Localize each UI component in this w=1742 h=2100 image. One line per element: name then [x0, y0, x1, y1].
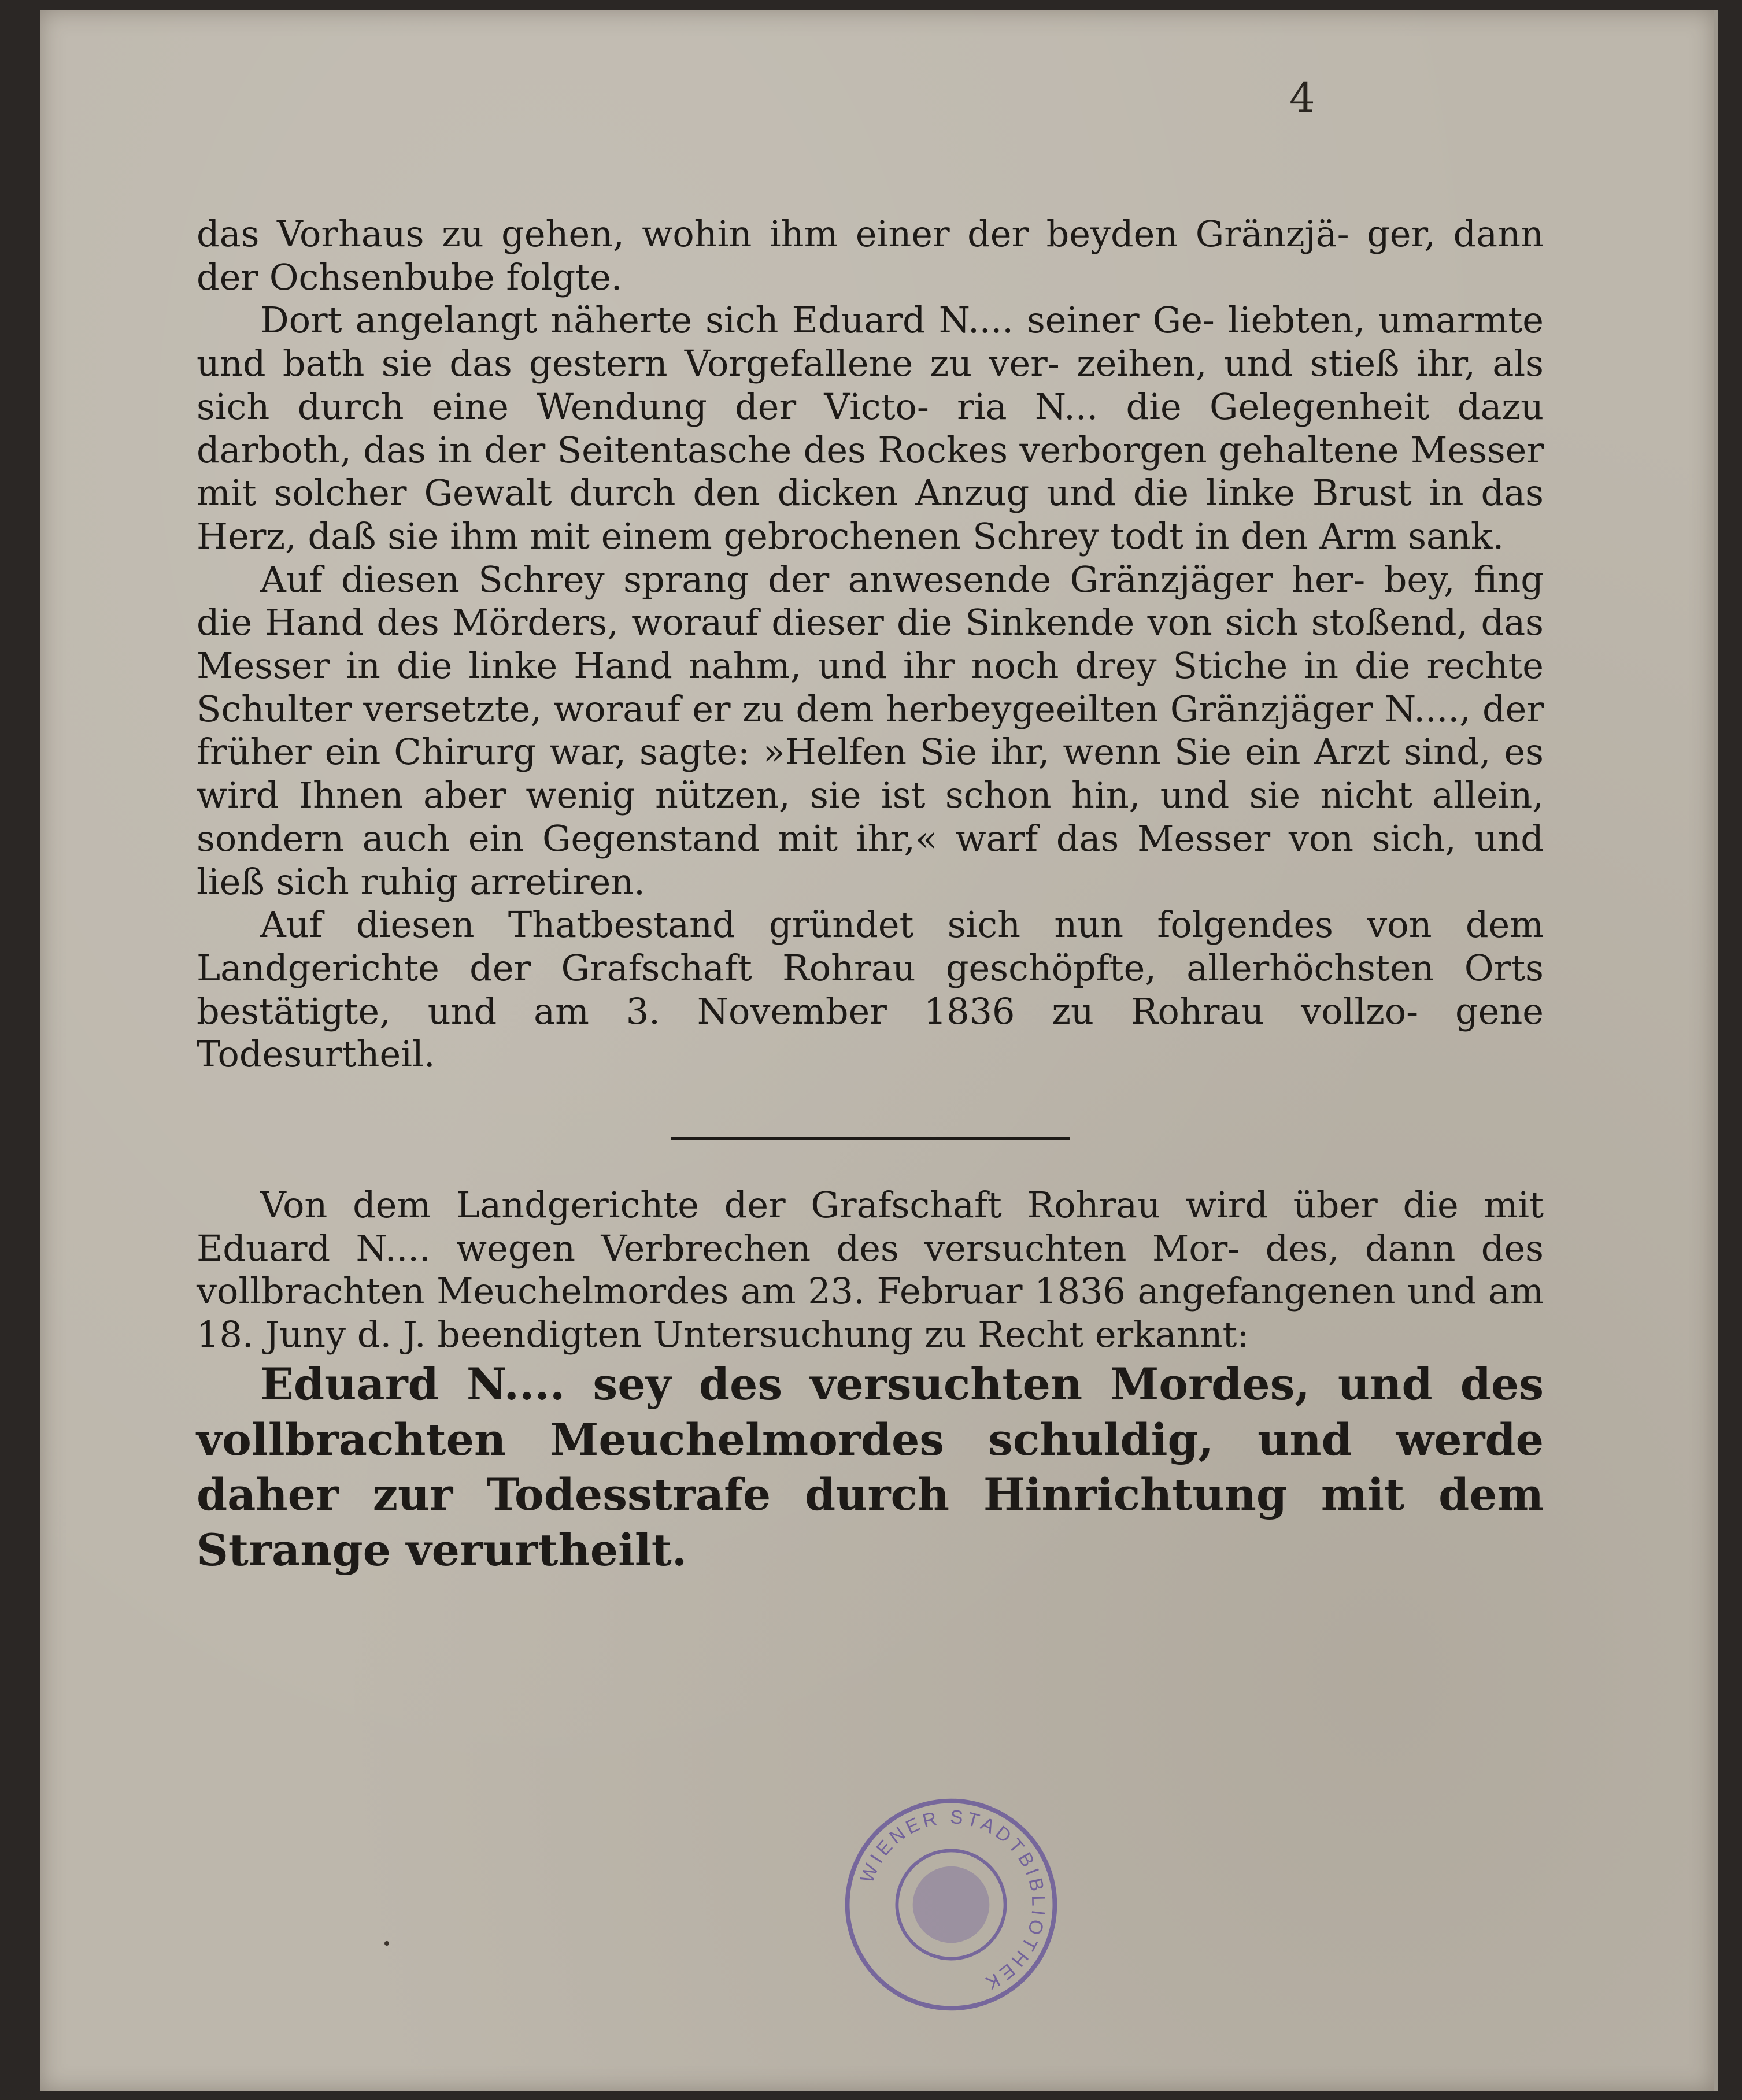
section-divider	[671, 1137, 1070, 1140]
paragraph-1: das Vorhaus zu gehen, wohin ihm einer der beyden Gränzjä- ger, dann der Ochsenbube folgte.	[197, 213, 1544, 298]
judgment-intro: Von dem Landgerichte der Grafschaft Rohrau wird über die mit Eduard N.... wegen Verbrechen des versuchten Mor- des, dann des vollbrachten Meuchelmordes am 23. Februar 1836 angefangenen und am 18. Juny d. J. beendigten Untersuchung zu Recht erkannt:	[197, 1184, 1544, 1356]
page-mark: 4	[1289, 74, 1315, 121]
paragraph-4: Auf diesen Thatbestand gründet sich nun folgendes von dem Landgerichte der Grafschaft Rohrau geschöpfte, allerhöchsten Orts bestätigte, und am 3. November 1836 zu Rohrau vollzo- gene Todesurtheil.	[197, 903, 1544, 1076]
library-stamp	[838, 1792, 1064, 2017]
verdict: Eduard N.... sey des versuchten Mordes, und des vollbrachten Meuchelmordes schuldig, und werde daher zur Todesstrafe durch Hinrichtung mit dem Strange verurtheilt.	[197, 1358, 1544, 1576]
document-body	[197, 213, 1544, 1578]
ink-speck	[384, 1941, 389, 1946]
paragraph-2: Dort angelangt näherte sich Eduard N.... seiner Ge- liebten, umarmte und bath sie das gestern Vorgefallene zu ver- zeihen, und stieß ihr, als sich durch eine Wendung der Victo- ria N... die Gelegenheit dazu darboth, das in der Seitentasche des Rockes verborgen gehaltene Messer mit solcher Gewalt durch den dicken Anzug und die linke Brust in das Herz, daß sie ihm mit einem gebrochenen Schrey todt in den Arm sank.	[197, 299, 1544, 557]
paragraph-3: Auf diesen Schrey sprang der anwesende Gränzjäger her- bey, fing die Hand des Mörders, worauf dieser die Sinkende von sich stoßend, das Messer in die linke Hand nahm, und ihr noch drey Stiche in die rechte Schulter versetzte, worauf er zu dem herbeygeeilten Gränzjäger N...., der früher ein Chirurg war, sagte: »Helfen Sie ihr, wenn Sie ein Arzt sind, es wird Ihnen aber wenig nützen, sie ist schon hin, und sie nicht allein, sondern auch ein Gegenstand mit ihr,« warf das Messer von sich, und ließ sich ruhig arretiren.	[197, 558, 1544, 903]
stamp-text: WIENER STADTBIBLIOTHEK	[856, 1806, 1049, 1995]
